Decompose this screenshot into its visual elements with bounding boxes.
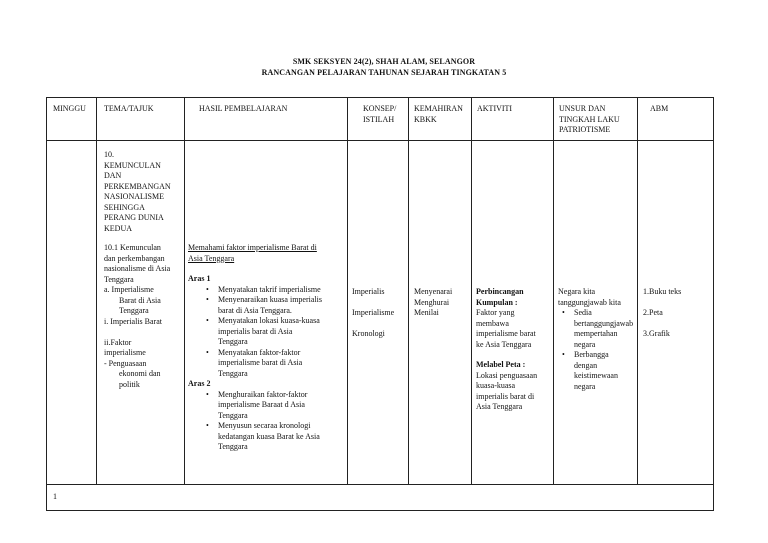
konsep-imperialisme: Imperialisme — [352, 308, 395, 317]
col-header-tema: TEMA/TAJUK — [104, 104, 154, 113]
col-header-hasil: HASIL PEMBELAJARAN — [199, 104, 288, 113]
list-item: • Menyenaraikan kuasa imperialis barat di Asia Tenggara. — [202, 295, 344, 316]
aras2-list — [188, 390, 344, 453]
list-item: • Menyatakan lokasi kuasa-kuasa imperialis barat di Asia Tenggara — [202, 316, 344, 348]
table-bottom-divider — [46, 484, 714, 485]
col-divider-5 — [471, 97, 472, 485]
unsur-content: Negara kita tanggungjawab kita • Sedia bertanggungjawab mempertahan negara • Berbangga dengan keistimewaan negara — [558, 287, 633, 392]
page-number: 1 — [53, 492, 57, 501]
col-divider-4 — [408, 97, 409, 485]
kemahiran-list: Menyenarai Menghurai Menilai — [414, 287, 453, 317]
col-header-abm: ABM — [650, 104, 669, 113]
konsep-imperialis: Imperialis — [352, 287, 385, 296]
document-title: RANCANGAN PELAJARAN TAHUNAN SEJARAH TINGKATAN 5 — [261, 68, 507, 77]
list-item: • Menghuraikan faktor-faktor imperialisme Baraat d Asia Tenggara — [202, 390, 344, 422]
hasil-content: Memahami faktor imperialisme Barat di Asia Tenggara Aras 1 • Menyatakan takrif imperialisme • Menyenaraikan kuasa imperialis barat di Asia Tenggara. • Menyatakan lokasi kuasa-kuasa imperialis barat di Asia Tenggara • Menyatakan faktor-faktor imperialisme barat di Asia Tenggara Aras 2 • Menghuraikan faktor-faktor imperialisme Baraat d Asia Tenggara • Menyusun secaraa kronologi kedatangan kuasa Barat ke Asia Tenggara — [188, 243, 344, 453]
tema-heading: 10. KEMUNCULAN DAN PERKEMBANGAN NASIONALISME SEHINGGA PERANG DUNIA KEDUA — [104, 150, 171, 233]
col-header-konsep: KONSEP/ ISTILAH — [363, 104, 397, 124]
col-header-unsur: UNSUR DAN TINGKAH LAKU PATRIOTISME — [559, 104, 620, 134]
col-divider-3 — [347, 97, 348, 485]
col-divider-1 — [96, 97, 97, 485]
col-header-kemahiran: KEMAHIRAN KBKK — [414, 104, 463, 124]
col-divider-2 — [184, 97, 185, 485]
tema-subtopic: 10.1 Kemunculan dan perkembangan nasionalisme di Asia Tenggara a. Imperialisme Barat di Asia Tenggara i. Imperialis Barat ii.Faktor imperialisme - Penguasaan ekonomi dan politik — [104, 243, 171, 389]
col-divider-6 — [553, 97, 554, 485]
aktiviti-content: Perbincangan Kumpulan : Faktor yang membawa imperialisme barat ke Asia Tenggara Melabel Peta : Lokasi penguasaan kuasa-kuasa imperialis barat di Asia Tenggara — [476, 287, 538, 411]
konsep-kronologi: Kronologi — [352, 329, 385, 338]
abm-buku-teks: 1.Buku teks — [643, 287, 682, 296]
list-item: • Menyusun secaraa kronologi kedatangan kuasa Barat ke Asia Tenggara — [202, 421, 344, 453]
list-item: • Menyatakan takrif imperialisme — [202, 285, 344, 296]
list-item: • Sedia bertanggungjawab mempertahan negara — [558, 308, 633, 350]
unsur-list — [558, 308, 633, 392]
school-name: SMK SEKSYEN 24(2), SHAH ALAM, SELANGOR — [292, 57, 476, 66]
col-header-aktiviti: AKTIVITI — [477, 104, 513, 113]
abm-peta: 2.Peta — [643, 308, 663, 317]
aras1-list — [188, 285, 344, 380]
col-divider-7 — [637, 97, 638, 485]
col-header-minggu: MINGGU — [53, 104, 86, 113]
header-row-divider — [46, 140, 714, 141]
list-item: • Menyatakan faktor-faktor imperialisme barat di Asia Tenggara — [202, 348, 344, 380]
abm-grafik: 3.Grafik — [643, 329, 670, 338]
list-item: • Berbangga dengan keistimewaan negara — [558, 350, 633, 392]
